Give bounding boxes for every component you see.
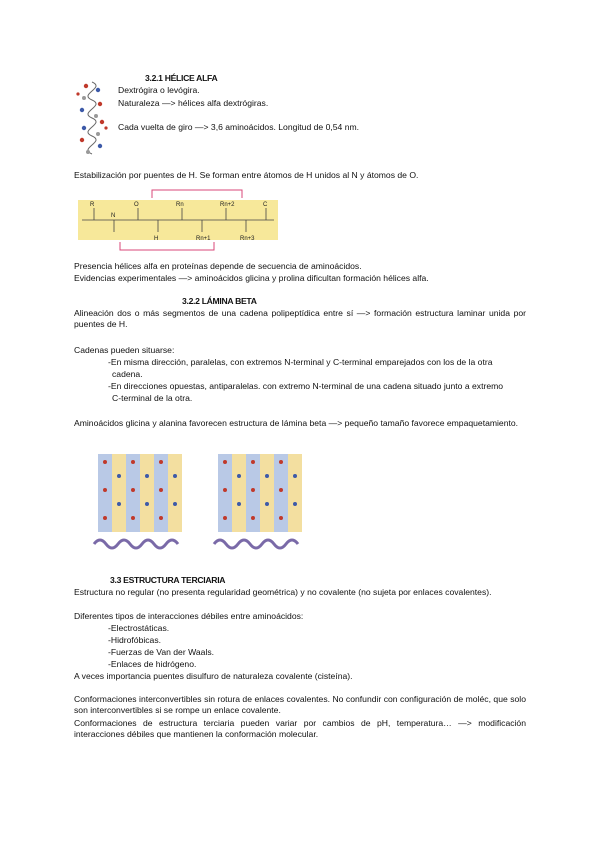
tertiary-paragraph-2: Conformaciones interconvertibles sin rotura de enlaces covalentes. No confundir con configuración de moléc, que solo son interconvertibles si se rompe un enlace covalente. [74,694,526,715]
section-heading-helix: 3.2.1 HÉLICE ALFA [145,73,218,83]
antiparallel-sheet [214,454,302,548]
helix-evidence: Evidencias experimentales —> aminoácidos glicina y prolina dificultan formación hélices alfa. [74,273,429,283]
section-heading-tertiary: 3.3 ESTRUCTURA TERCIARIA [110,575,226,585]
beta-parallel-line-2: cadena. [112,369,143,379]
atom-h: H [154,236,159,242]
alpha-helix-figure [72,78,112,158]
helix-line-1: Dextrógira o levógira. [118,85,200,95]
beta-sheet-figure [78,446,324,562]
helix-line-3: Cada vuelta de giro —> 3,6 aminoácidos. Longitud de 0,54 nm. [118,122,360,132]
atom-rn2: Rn+2 [220,202,235,208]
tertiary-type-3: -Fuerzas de Van der Waals. [108,647,215,657]
beta-paragraph-2: Aminoácidos glicina y alanina favorecen estructura de lámina beta —> pequeño tamaño favorece empaquetamiento. [74,418,519,428]
atom-c: C [263,202,268,208]
tertiary-paragraph-1: Estructura no regular (no presenta regularidad geométrica) y no covalente (no sujeta por enlaces covalentes). [74,587,492,597]
helix-presence: Presencia hélices alfa en proteínas depende de secuencia de aminoácidos. [74,261,362,271]
hbond-top [152,190,242,198]
atom-rn3: Rn+3 [240,236,255,242]
beta-parallel-line-1: -En misma dirección, paralelas, con extremos N-terminal y C-terminal emparejados con los de la otra [108,357,493,367]
atom-n: N [111,213,116,219]
section-heading-beta: 3.2.2 LÁMINA BETA [182,296,257,306]
tertiary-type-4: -Enlaces de hidrógeno. [108,659,197,669]
beta-antiparallel-line-2: C-terminal de la otra. [112,393,193,403]
helix-stabilization: Estabilización por puentes de H. Se forman entre átomos de H unidos al N y átomos de O. [74,170,419,180]
tertiary-disulfide: A veces importancia puentes disulfuro de naturaleza covalente (cisteína). [74,671,353,681]
tertiary-type-2: -Hidrofóbicas. [108,635,162,645]
atom-rn: Rn [176,202,184,208]
parallel-sheet [94,454,182,548]
atom-o: O [134,202,139,208]
tertiary-paragraph-3: Conformaciones de estructura terciaria pueden variar por cambios de pH, temperatura… —> modificación interacciones débiles que mantienen la conformación molecular. [74,718,526,739]
tertiary-type-1: -Electrostáticas. [108,623,170,633]
beta-paragraph-1: Alineación dos o más segmentos de una cadena polipeptídica entre sí —> formación estructura laminar unida por puentes de H. [74,308,526,329]
beta-chains-intro: Cadenas pueden situarse: [74,345,175,355]
helix-line-2: Naturaleza —> hélices alfa dextrógiras. [118,98,269,108]
hbond-bottom [120,242,214,250]
atom-r: R [90,202,95,208]
atom-rn1: Rn+1 [196,236,211,242]
hydrogen-bond-figure [78,186,283,254]
beta-antiparallel-line-1: -En direcciones opuestas, antiparalelas. con extremo N-terminal de una cadena situado junto a extremo [108,381,504,391]
tertiary-types-intro: Diferentes tipos de interacciones débiles entre aminoácidos: [74,611,304,621]
